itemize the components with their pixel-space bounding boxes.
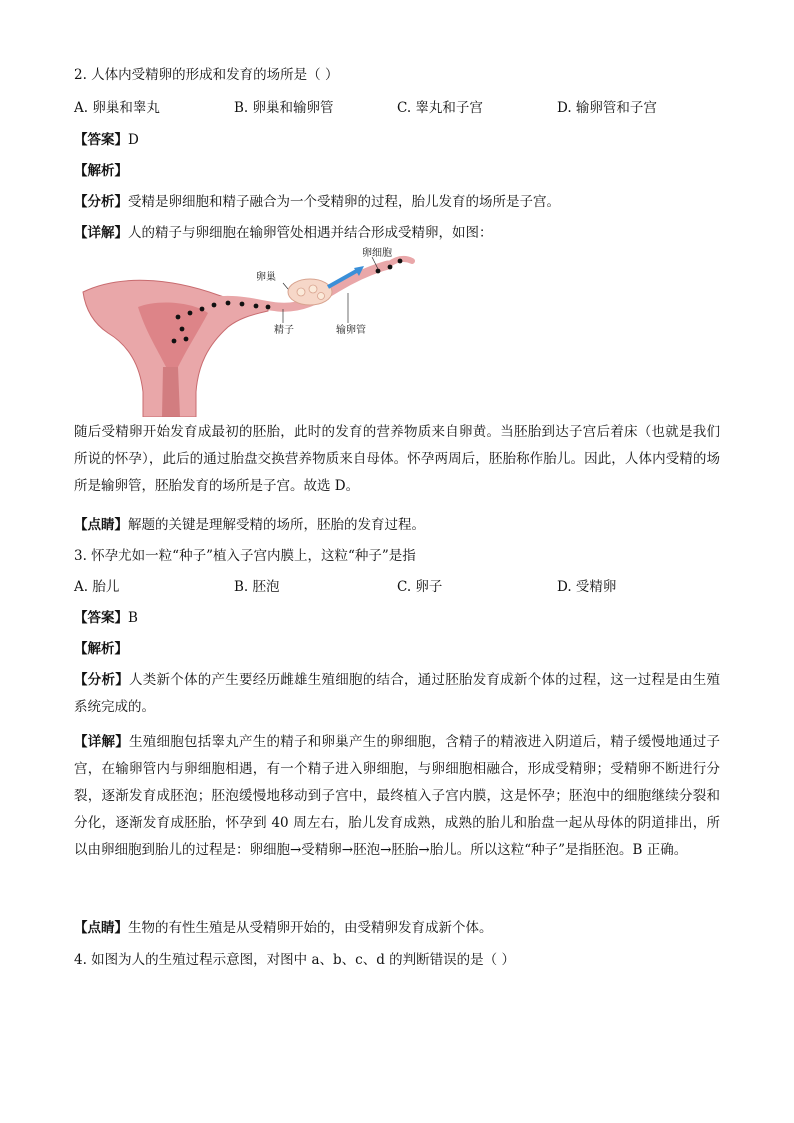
q3-option-d: D. 受精卵: [557, 579, 617, 595]
fenxi-tag: 【分析】: [74, 194, 128, 210]
q2-after-figure: 随后受精卵开始发育成最初的胚胎，此时的发育的营养物质来自卵黄。当胚胎到达子宫后着床（也就是我们所说的怀孕），此后的通过胎盘交换营养物质来自母体。怀孕两周后，胚胎称作胎儿。因此，人体内受精的场所是输卵管，胚胎发育的场所是子宫。故选 D。: [74, 424, 720, 494]
label-fallopian-tube: 输卵管: [336, 325, 366, 336]
dianjing-tag: 【点睛】: [74, 920, 128, 936]
q2-option-a: A. 卵巢和睾丸: [74, 100, 160, 116]
answer-tag: 【答案】: [74, 610, 128, 626]
q2-analysis-tag: [74, 162, 128, 180]
dianjing-text: 解题的关键是理解受精的场所，胚胎的发育过程。: [128, 517, 425, 533]
fenxi-text: 人类新个体的产生要经历雌雄生殖细胞的结合，通过胚胎发育成新个体的过程，这一过程是由生殖系统完成的。: [74, 672, 720, 715]
fenxi-text: 受精是卵细胞和精子融合为一个受精卵的过程，胎儿发育的场所是子宫。: [128, 194, 560, 210]
q2-dianjing: [74, 516, 425, 534]
xiangjie-text: 生殖细胞包括睾丸产生的精子和卵巢产生的卵细胞，含精子的精液进入阴道后，精子缓慢地通过子宫，在输卵管内与卵细胞相遇，有一个精子进入卵细胞，与卵细胞相融合，形成受精卵；受精卵不断进行分裂，逐渐发育成胚泡；胚泡缓慢地移动到子宫中，最终植入子宫内膜，这是怀孕；胚泡中的细胞继续分裂和分化，逐渐发育成胚胎，怀孕到 40 周左右，胎儿发育成熟，成熟的胎儿和胎盘一起从母体的阴道排出，所以由卵细胞到胎儿的过程是：卵细胞→受精卵→胚泡→胚胎→胎儿。所以这粒“种子”是指胚泡。B 正确。: [74, 734, 720, 858]
label-egg-cell: 卵细胞: [362, 248, 392, 259]
q3-xiangjie: [74, 729, 720, 864]
q2-xiangjie: [74, 224, 493, 242]
label-ovary: 卵巢: [256, 272, 276, 283]
q2-option-d: D. 输卵管和子宫: [557, 100, 657, 116]
fenxi-tag: 【分析】: [74, 672, 129, 688]
question-2-stem: 2. 人体内受精卵的形成和发育的场所是（ ）: [74, 67, 339, 83]
question-4-stem: 4. 如图为人的生殖过程示意图，对图中 a、b、c、d 的判断错误的是（ ）: [74, 952, 515, 968]
xiangjie-tag: 【详解】: [74, 225, 128, 241]
dianjing-tag: 【点睛】: [74, 517, 128, 533]
analysis-tag: 【解析】: [74, 163, 128, 179]
answer-tag: 【答案】: [74, 132, 128, 148]
xiangjie-tag: 【详解】: [74, 734, 129, 750]
q3-option-b: B. 胚泡: [234, 579, 280, 595]
q2-option-c: C. 睾丸和子宫: [397, 100, 483, 116]
analysis-tag: 【解析】: [74, 641, 128, 657]
q3-dianjing: [74, 919, 493, 937]
dianjing-text: 生物的有性生殖是从受精卵开始的，由受精卵发育成新个体。: [128, 920, 493, 936]
answer-value: D: [128, 132, 139, 148]
question-3-stem: 3. 怀孕尤如一粒“种子”植入子宫内膜上，这粒“种子”是指: [74, 548, 416, 564]
q3-option-c: C. 卵子: [397, 579, 443, 595]
fertilization-diagram: [78, 247, 418, 417]
q3-answer: [74, 609, 138, 627]
answer-value: B: [128, 610, 138, 626]
q2-fenxi: [74, 193, 560, 211]
xiangjie-text: 人的精子与卵细胞在输卵管处相遇并结合形成受精卵，如图：: [128, 225, 493, 241]
q2-answer: [74, 131, 139, 149]
q2-option-b: B. 卵巢和输卵管: [234, 100, 334, 116]
label-sperm: 精子: [274, 325, 294, 336]
q3-option-a: A. 胎儿: [74, 579, 120, 595]
q3-analysis-tag: [74, 640, 128, 658]
q3-fenxi: [74, 667, 720, 721]
